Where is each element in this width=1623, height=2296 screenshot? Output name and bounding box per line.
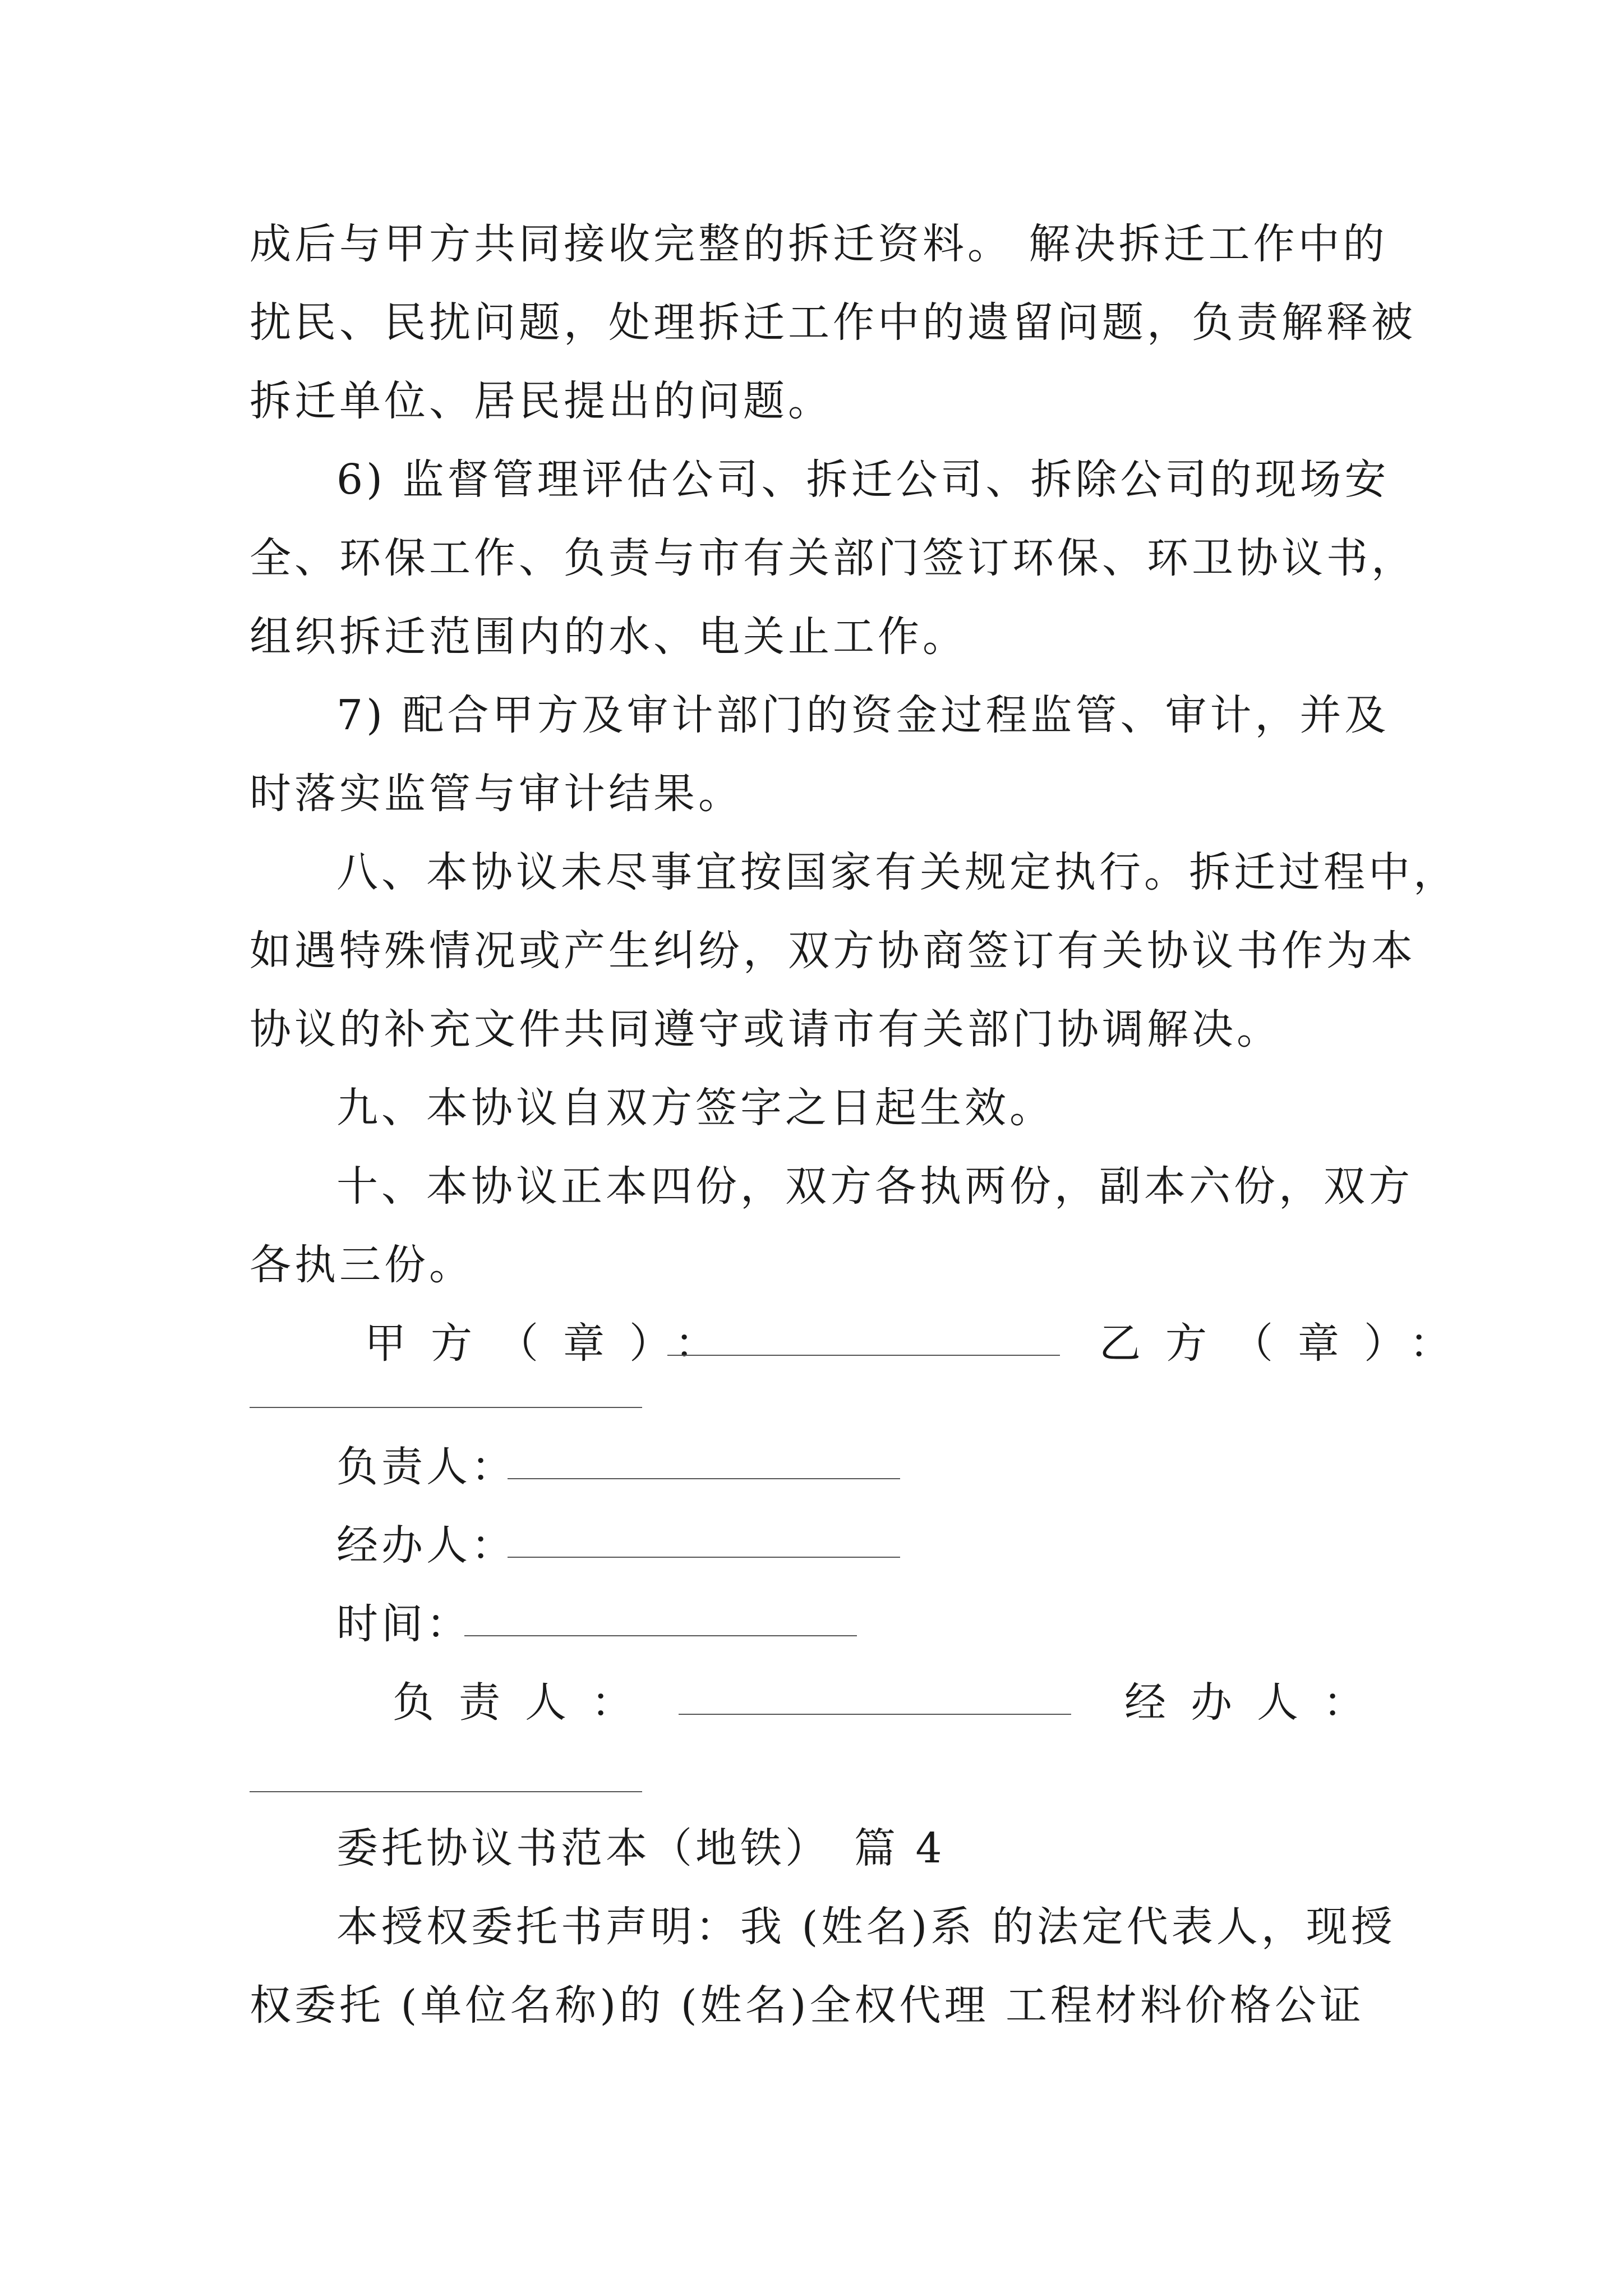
party-a-label: 甲方（章）： [365,1319,741,1368]
handler-2-signature-line [250,1791,642,1792]
responsible-2-label: 负责人： [393,1678,657,1727]
text-line: 九、本协议自双方签字之日起生效。 [336,1084,1054,1132]
text-line: 权委托 (单位名称)的 (姓名)全权代理 工程材料价格公证 [250,1981,1365,2030]
text-line: 7) 配合甲方及审计部门的资金过程监管、审计，并及 [336,691,1390,739]
party-b-signature-line [250,1407,642,1408]
time-label: 时间： [336,1600,471,1648]
text-line: 十、本协议正本四份，双方各执两份，副本六份，双方 [336,1162,1413,1211]
text-line: 6) 监督管理评估公司、拆迁公司、拆除公司的现场安 [336,455,1390,504]
text-line: 时落实监管与审计结果。 [250,770,743,818]
text-line: 协议的补充文件共同遵守或请市有关部门协调解决。 [250,1005,1281,1053]
text-line: 拆迁单位、居民提出的问题。 [250,377,833,425]
time-signature-line [464,1596,857,1636]
handler-2-label: 经办人： [1124,1678,1389,1727]
text-line: 组织拆迁范围内的水、电关止工作。 [250,613,967,661]
party-a-signature-line [667,1315,1060,1356]
text-line: 本授权委托书声明：我 (姓名)系 的法定代表人，现授 [336,1903,1396,1951]
handler-signature-line [508,1517,900,1558]
handler-label: 经办人： [336,1521,516,1570]
section-title: 委托协议书范本（地铁） 篇 4 [336,1824,946,1872]
text-line: 成后与甲方共同接收完整的拆迁资料。 解决拆迁工作中的 [250,220,1388,268]
text-line: 各执三份。 [250,1241,474,1289]
text-line: 如遇特殊情况或产生纠纷，双方协商签订有关协议书作为本 [250,927,1416,975]
text-line: 扰民、民扰问题，处理拆迁工作中的遗留问题，负责解释被 [250,298,1416,347]
responsible-2-signature-line [679,1674,1071,1715]
responsible-signature-line [508,1439,900,1479]
party-b-label: 乙方（章）： [1099,1319,1476,1368]
text-line: 全、环保工作、负责与市有关部门签订环保、环卫协议书， [250,534,1416,582]
text-line: 八、本协议未尽事宜按国家有关规定执行。拆迁过程中， [336,848,1458,896]
responsible-label: 负责人： [336,1443,516,1491]
